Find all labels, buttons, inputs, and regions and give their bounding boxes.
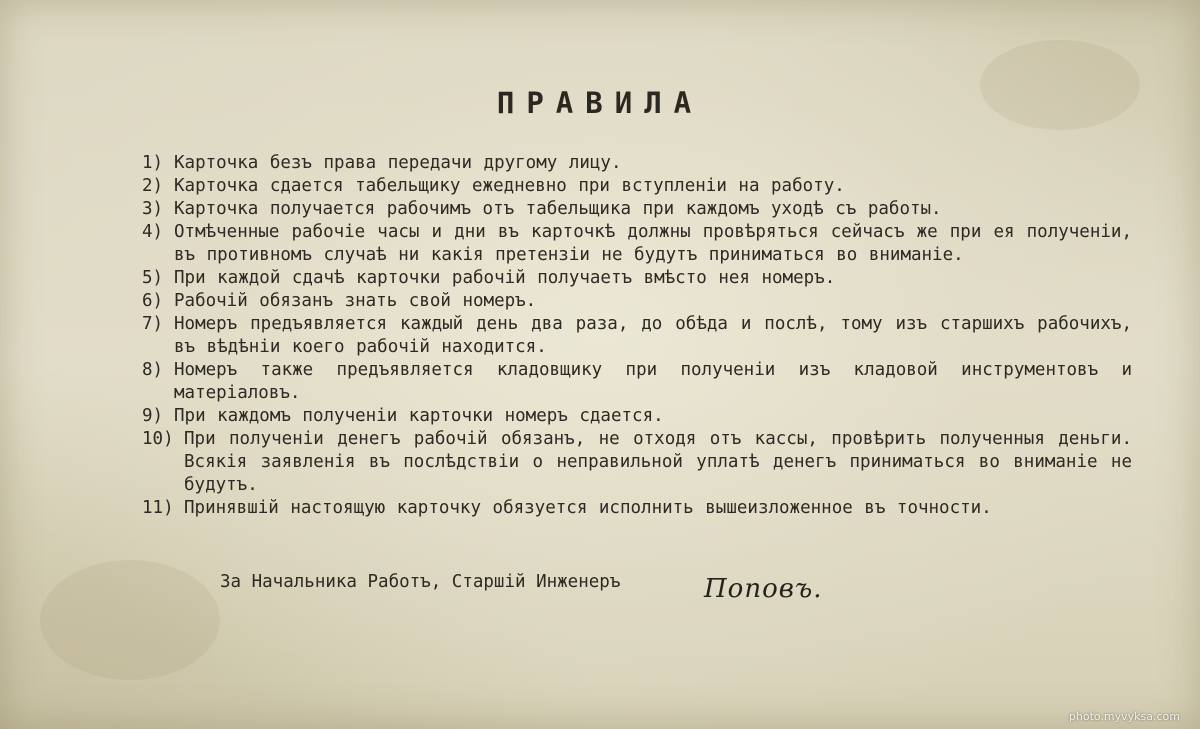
rule-number: 4) — [142, 222, 164, 242]
rule-text: Номеръ также предъявляется кладовщику при полученіи изъ кладовой инструментовъ и матеріаловъ. — [174, 360, 1132, 403]
rule-number: 9) — [142, 406, 164, 426]
rule-item — [142, 405, 1132, 428]
signature-name: Поповъ. — [704, 574, 823, 604]
rule-text: При каждой сдачѣ карточки рабочій получаетъ вмѣсто нея номеръ. — [174, 268, 836, 288]
rule-text: Карточка получается рабочимъ отъ табельщика при каждомъ уходѣ съ работы. — [174, 199, 942, 219]
rule-item — [142, 428, 1132, 497]
rule-number: 2) — [142, 176, 164, 196]
rule-item — [142, 290, 1132, 313]
rule-item — [142, 198, 1132, 221]
rule-item — [142, 221, 1132, 267]
rule-text: Рабочій обязанъ знать свой номеръ. — [174, 291, 537, 311]
rule-item — [142, 267, 1132, 290]
paper-stain — [40, 560, 220, 680]
rule-text: Номеръ предъявляется каждый день два раза, до обѣда и послѣ, тому изъ старшихъ рабочихъ, въ вѣдѣніи коего рабочій находится. — [174, 314, 1132, 357]
rule-item — [142, 152, 1132, 175]
rule-item — [142, 313, 1132, 359]
rule-text: Карточка безъ права передачи другому лицу. — [174, 153, 622, 173]
document-title: ПРАВИЛА — [496, 86, 704, 120]
rule-number: 3) — [142, 199, 164, 219]
watermark: photo.myvyksa.com — [1068, 710, 1180, 723]
rule-number: 6) — [142, 291, 164, 311]
rule-number: 10) — [142, 429, 174, 449]
rule-number: 11) — [142, 498, 174, 518]
rule-number: 1) — [142, 153, 164, 173]
rule-text: Отмѣченные рабочіе часы и дни въ карточкѣ должны провѣряться сейчасъ же при ея полученіи, въ противномъ случаѣ ни какія претензіи не будутъ приниматься во вниманіе. — [174, 222, 1132, 265]
rule-item — [142, 497, 1132, 520]
rule-number: 5) — [142, 268, 164, 288]
signature-line: За Начальника Работъ, Старшій Инженеръ — [220, 572, 621, 592]
rule-number: 7) — [142, 314, 164, 334]
rules-list — [142, 152, 1132, 520]
rule-text: При каждомъ полученіи карточки номеръ сдается. — [174, 406, 664, 426]
rule-item — [142, 175, 1132, 198]
rule-text: При полученіи денегъ рабочій обязанъ, не отходя отъ кассы, провѣрить полученныя деньги. Всякія заявленія въ послѣдствіи о неправильной уплатѣ денегъ приниматься во вниманіе не будутъ. — [184, 429, 1132, 495]
rule-number: 8) — [142, 360, 164, 380]
rule-text: Карточка сдается табельщику ежедневно при вступленіи на работу. — [174, 176, 845, 196]
rule-item — [142, 359, 1132, 405]
rule-text: Принявшій настоящую карточку обязуется исполнить вышеизложенное въ точности. — [184, 498, 992, 518]
